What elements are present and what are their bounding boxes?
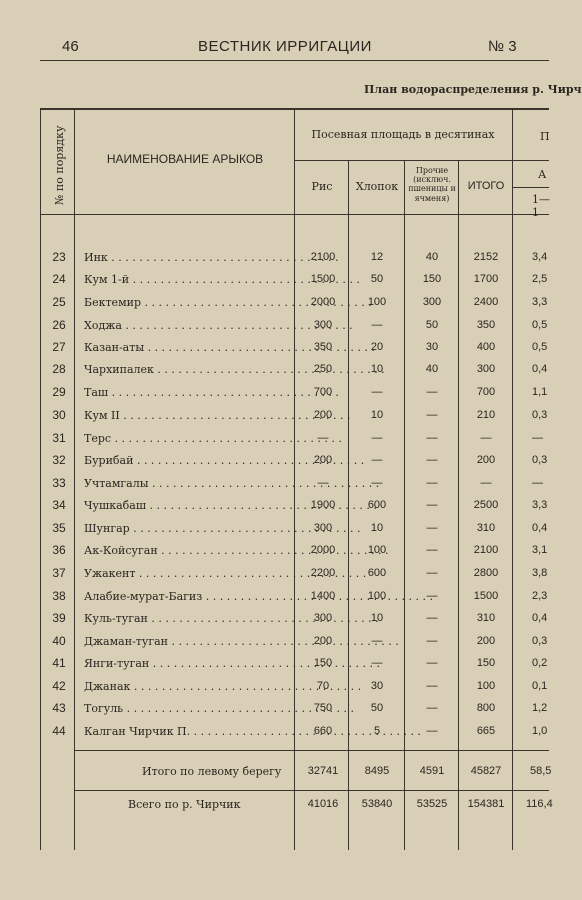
canal-name: Чархипалек . . . xyxy=(84,363,289,376)
row-number: 40 xyxy=(52,634,66,648)
other-value: — xyxy=(426,522,438,534)
rice-value: — xyxy=(317,432,329,444)
name-column-header: НАИМЕНОВАНИЕ АРЫКОВ xyxy=(106,152,264,166)
rice-value: 350 xyxy=(313,341,333,353)
cotton-value: 100 xyxy=(367,296,387,308)
canal-name: Кум 1-й . . . xyxy=(84,273,289,286)
row-number: 24 xyxy=(52,272,66,286)
rice-value: 2000 xyxy=(310,544,336,556)
rice-value: 200 xyxy=(313,409,333,421)
row-number: 26 xyxy=(52,318,66,332)
other-value: — xyxy=(426,725,438,737)
cotton-value: 20 xyxy=(370,341,384,353)
other-value: — xyxy=(426,454,438,466)
cotton-value: 12 xyxy=(370,251,384,263)
other-total: 53525 xyxy=(416,798,448,810)
cotton-value: 10 xyxy=(370,363,384,375)
totals-label: Всего по р. Чирчик xyxy=(128,798,241,811)
rice-value: 660 xyxy=(313,725,333,737)
cotton-value: — xyxy=(371,454,383,466)
extra-value: 1,1 xyxy=(532,386,548,398)
extra-value: 1,2 xyxy=(532,702,548,714)
cotton-value: — xyxy=(371,657,383,669)
rice-value: 1900 xyxy=(310,499,336,511)
cotton-value: 600 xyxy=(367,499,387,511)
rice-value: 150 xyxy=(313,657,333,669)
cotton-value: 10 xyxy=(370,522,384,534)
canal-name: Джанак . . . xyxy=(84,680,289,693)
rice-value: 300 xyxy=(313,612,333,624)
extra-value: 0,3 xyxy=(532,454,548,466)
total-value: 2500 xyxy=(473,499,499,511)
other-value: — xyxy=(426,386,438,398)
canal-name: Бектемир . . . xyxy=(84,296,289,309)
rice-value: 70 xyxy=(316,680,330,692)
total-value: — xyxy=(480,432,492,444)
next-subgroup-header: А xyxy=(538,168,547,181)
row-number: 29 xyxy=(52,385,66,399)
rice-value: 2100 xyxy=(310,251,336,263)
issue-number: № 3 xyxy=(488,38,517,55)
rice-total: 32741 xyxy=(307,765,339,777)
canal-name: Бурибай . . . xyxy=(84,454,289,467)
extra-value: 2,5 xyxy=(532,273,548,285)
rice-value: 200 xyxy=(313,454,333,466)
cotton-value: 10 xyxy=(370,612,384,624)
row-number: 36 xyxy=(52,543,66,557)
rice-value: 2200 xyxy=(310,567,336,579)
rice-total: 41016 xyxy=(307,798,339,810)
extra-value: 0,3 xyxy=(532,635,548,647)
total-value: 665 xyxy=(476,725,496,737)
totals-label: Итого по левому берегу xyxy=(142,765,282,778)
rice-value: 200 xyxy=(313,635,333,647)
other-value: — xyxy=(426,477,438,489)
total-value: 1700 xyxy=(473,273,499,285)
rice-column-header: Рис xyxy=(311,180,333,193)
area-group-header: Посевная площадь в десятинах xyxy=(311,128,495,141)
cotton-value: 10 xyxy=(370,409,384,421)
total-value: 210 xyxy=(476,409,496,421)
canal-name: Тогуль . . . xyxy=(84,702,289,715)
rice-value: 700 xyxy=(313,386,333,398)
extra-value: 0,1 xyxy=(532,680,548,692)
extra-value: 3,4 xyxy=(532,251,548,263)
canal-name: Джаман-туган . . . xyxy=(84,635,289,648)
header-rule xyxy=(40,60,549,61)
total-value: 2100 xyxy=(473,544,499,556)
rice-value: 300 xyxy=(313,319,333,331)
row-number: 30 xyxy=(52,408,66,422)
extra-value: 1,0 xyxy=(532,725,548,737)
cotton-value: 50 xyxy=(370,273,384,285)
total-value: 200 xyxy=(476,635,496,647)
total-value: 100 xyxy=(476,680,496,692)
cotton-total: 53840 xyxy=(361,798,393,810)
canal-name: Инк . . . xyxy=(84,251,289,264)
total-value: 310 xyxy=(476,612,496,624)
total-value: 400 xyxy=(476,341,496,353)
row-number: 23 xyxy=(52,250,66,264)
other-value: 40 xyxy=(425,251,439,263)
extra-total: 58,5 xyxy=(530,765,552,777)
extra-total: 116,4 xyxy=(526,798,553,810)
page-number: 46 xyxy=(62,38,79,55)
row-number: 35 xyxy=(52,521,66,535)
cotton-value: 100 xyxy=(367,544,387,556)
row-number: 37 xyxy=(52,566,66,580)
extra-value: 0,5 xyxy=(532,319,548,331)
total-value: 350 xyxy=(476,319,496,331)
other-column-header: Прочие (исключ. пшеницы и ячменя) xyxy=(408,166,456,203)
row-number: 34 xyxy=(52,498,66,512)
total-value: — xyxy=(480,477,492,489)
canal-name: Учтамгалы . . . xyxy=(84,477,289,490)
cotton-value: — xyxy=(371,477,383,489)
other-value: 30 xyxy=(425,341,439,353)
total-value: 800 xyxy=(476,702,496,714)
rice-value: — xyxy=(317,477,329,489)
total-value: 310 xyxy=(476,522,496,534)
other-value: — xyxy=(426,680,438,692)
canal-name: Калган Чирчик П. . . . xyxy=(84,725,289,738)
rice-value: 1400 xyxy=(310,590,336,602)
other-value: — xyxy=(426,499,438,511)
canal-name: Янги-туган . . . xyxy=(84,657,289,670)
extra-value: — xyxy=(532,477,543,489)
extra-value: 0,2 xyxy=(532,657,548,669)
total-value: 150 xyxy=(476,657,496,669)
other-value: 150 xyxy=(422,273,442,285)
other-value: — xyxy=(426,409,438,421)
next-group-header: П xyxy=(540,130,550,143)
row-number: 38 xyxy=(52,589,66,603)
rice-value: 250 xyxy=(313,363,333,375)
canal-name: Казан-аты . . . xyxy=(84,341,289,354)
row-number: 42 xyxy=(52,679,66,693)
other-value: 40 xyxy=(425,363,439,375)
rice-value: 2000 xyxy=(310,296,336,308)
other-total: 4591 xyxy=(419,765,445,777)
other-value: — xyxy=(426,702,438,714)
extra-value: 0,4 xyxy=(532,363,548,375)
extra-value: 3,8 xyxy=(532,567,548,579)
grand-total: 45827 xyxy=(470,765,502,777)
row-number: 41 xyxy=(52,656,66,670)
canal-name: Шунгар . . . xyxy=(84,522,289,535)
total-value: 2152 xyxy=(473,251,499,263)
extra-value: 2,3 xyxy=(532,590,548,602)
total-value: 300 xyxy=(476,363,496,375)
row-number: 43 xyxy=(52,701,66,715)
cotton-value: 5 xyxy=(373,725,381,737)
table-title: План водораспределения р. Чирч xyxy=(364,83,582,96)
extra-value: 0,3 xyxy=(532,409,548,421)
total-value: 700 xyxy=(476,386,496,398)
extra-value: 3,1 xyxy=(532,544,548,556)
cotton-value: — xyxy=(371,386,383,398)
other-value: — xyxy=(426,567,438,579)
extra-value: 0,5 xyxy=(532,341,548,353)
extra-value: 0,4 xyxy=(532,612,548,624)
other-value: 50 xyxy=(425,319,439,331)
cotton-value: — xyxy=(371,635,383,647)
other-value: — xyxy=(426,657,438,669)
canal-name: Куль-туган . . . xyxy=(84,612,289,625)
order-column-header: № по порядку xyxy=(53,125,66,205)
canal-name: Ходжа . . . xyxy=(84,319,289,332)
canal-name: Таш . . . xyxy=(84,386,289,399)
journal-title: ВЕСТНИК ИРРИГАЦИИ xyxy=(198,38,372,55)
row-number: 44 xyxy=(52,724,66,738)
canal-name: Терс . . . xyxy=(84,432,289,445)
other-value: — xyxy=(426,612,438,624)
other-value: — xyxy=(426,590,438,602)
next-subgroup-range: 1—1 xyxy=(532,193,550,220)
cotton-value: 600 xyxy=(367,567,387,579)
row-number: 39 xyxy=(52,611,66,625)
canal-name: Чушкабаш . . . xyxy=(84,499,289,512)
total-column-header: ИТОГО xyxy=(467,180,505,192)
extra-value: 3,3 xyxy=(532,499,548,511)
total-value: 1500 xyxy=(473,590,499,602)
extra-value: 3,3 xyxy=(532,296,548,308)
row-number: 33 xyxy=(52,476,66,490)
cotton-total: 8495 xyxy=(364,765,390,777)
canal-name: Кум II . . . xyxy=(84,409,289,422)
extra-value: 0,4 xyxy=(532,522,548,534)
total-value: 2400 xyxy=(473,296,499,308)
other-value: — xyxy=(426,544,438,556)
cotton-value: — xyxy=(371,319,383,331)
cotton-value: 30 xyxy=(370,680,384,692)
cotton-value: 100 xyxy=(367,590,387,602)
cotton-value: — xyxy=(371,432,383,444)
other-value: — xyxy=(426,432,438,444)
canal-name: Ак-Койсуган . . . xyxy=(84,544,289,557)
canal-name: Ужакент . . . xyxy=(84,567,289,580)
row-number: 25 xyxy=(52,295,66,309)
other-value: — xyxy=(426,635,438,647)
extra-value: — xyxy=(532,432,543,444)
total-value: 2800 xyxy=(473,567,499,579)
rice-value: 300 xyxy=(313,522,333,534)
row-number: 31 xyxy=(52,431,66,445)
canal-name: Алабие-мурат-Багиз . . . xyxy=(84,590,289,603)
row-number: 27 xyxy=(52,340,66,354)
cotton-column-header: Хлопок xyxy=(355,180,399,193)
grand-total: 154381 xyxy=(467,798,505,810)
total-value: 200 xyxy=(476,454,496,466)
row-number: 32 xyxy=(52,453,66,467)
rice-value: 1500 xyxy=(310,273,336,285)
other-value: 300 xyxy=(422,296,442,308)
row-number: 28 xyxy=(52,362,66,376)
cotton-value: 50 xyxy=(370,702,384,714)
rice-value: 750 xyxy=(313,702,333,714)
